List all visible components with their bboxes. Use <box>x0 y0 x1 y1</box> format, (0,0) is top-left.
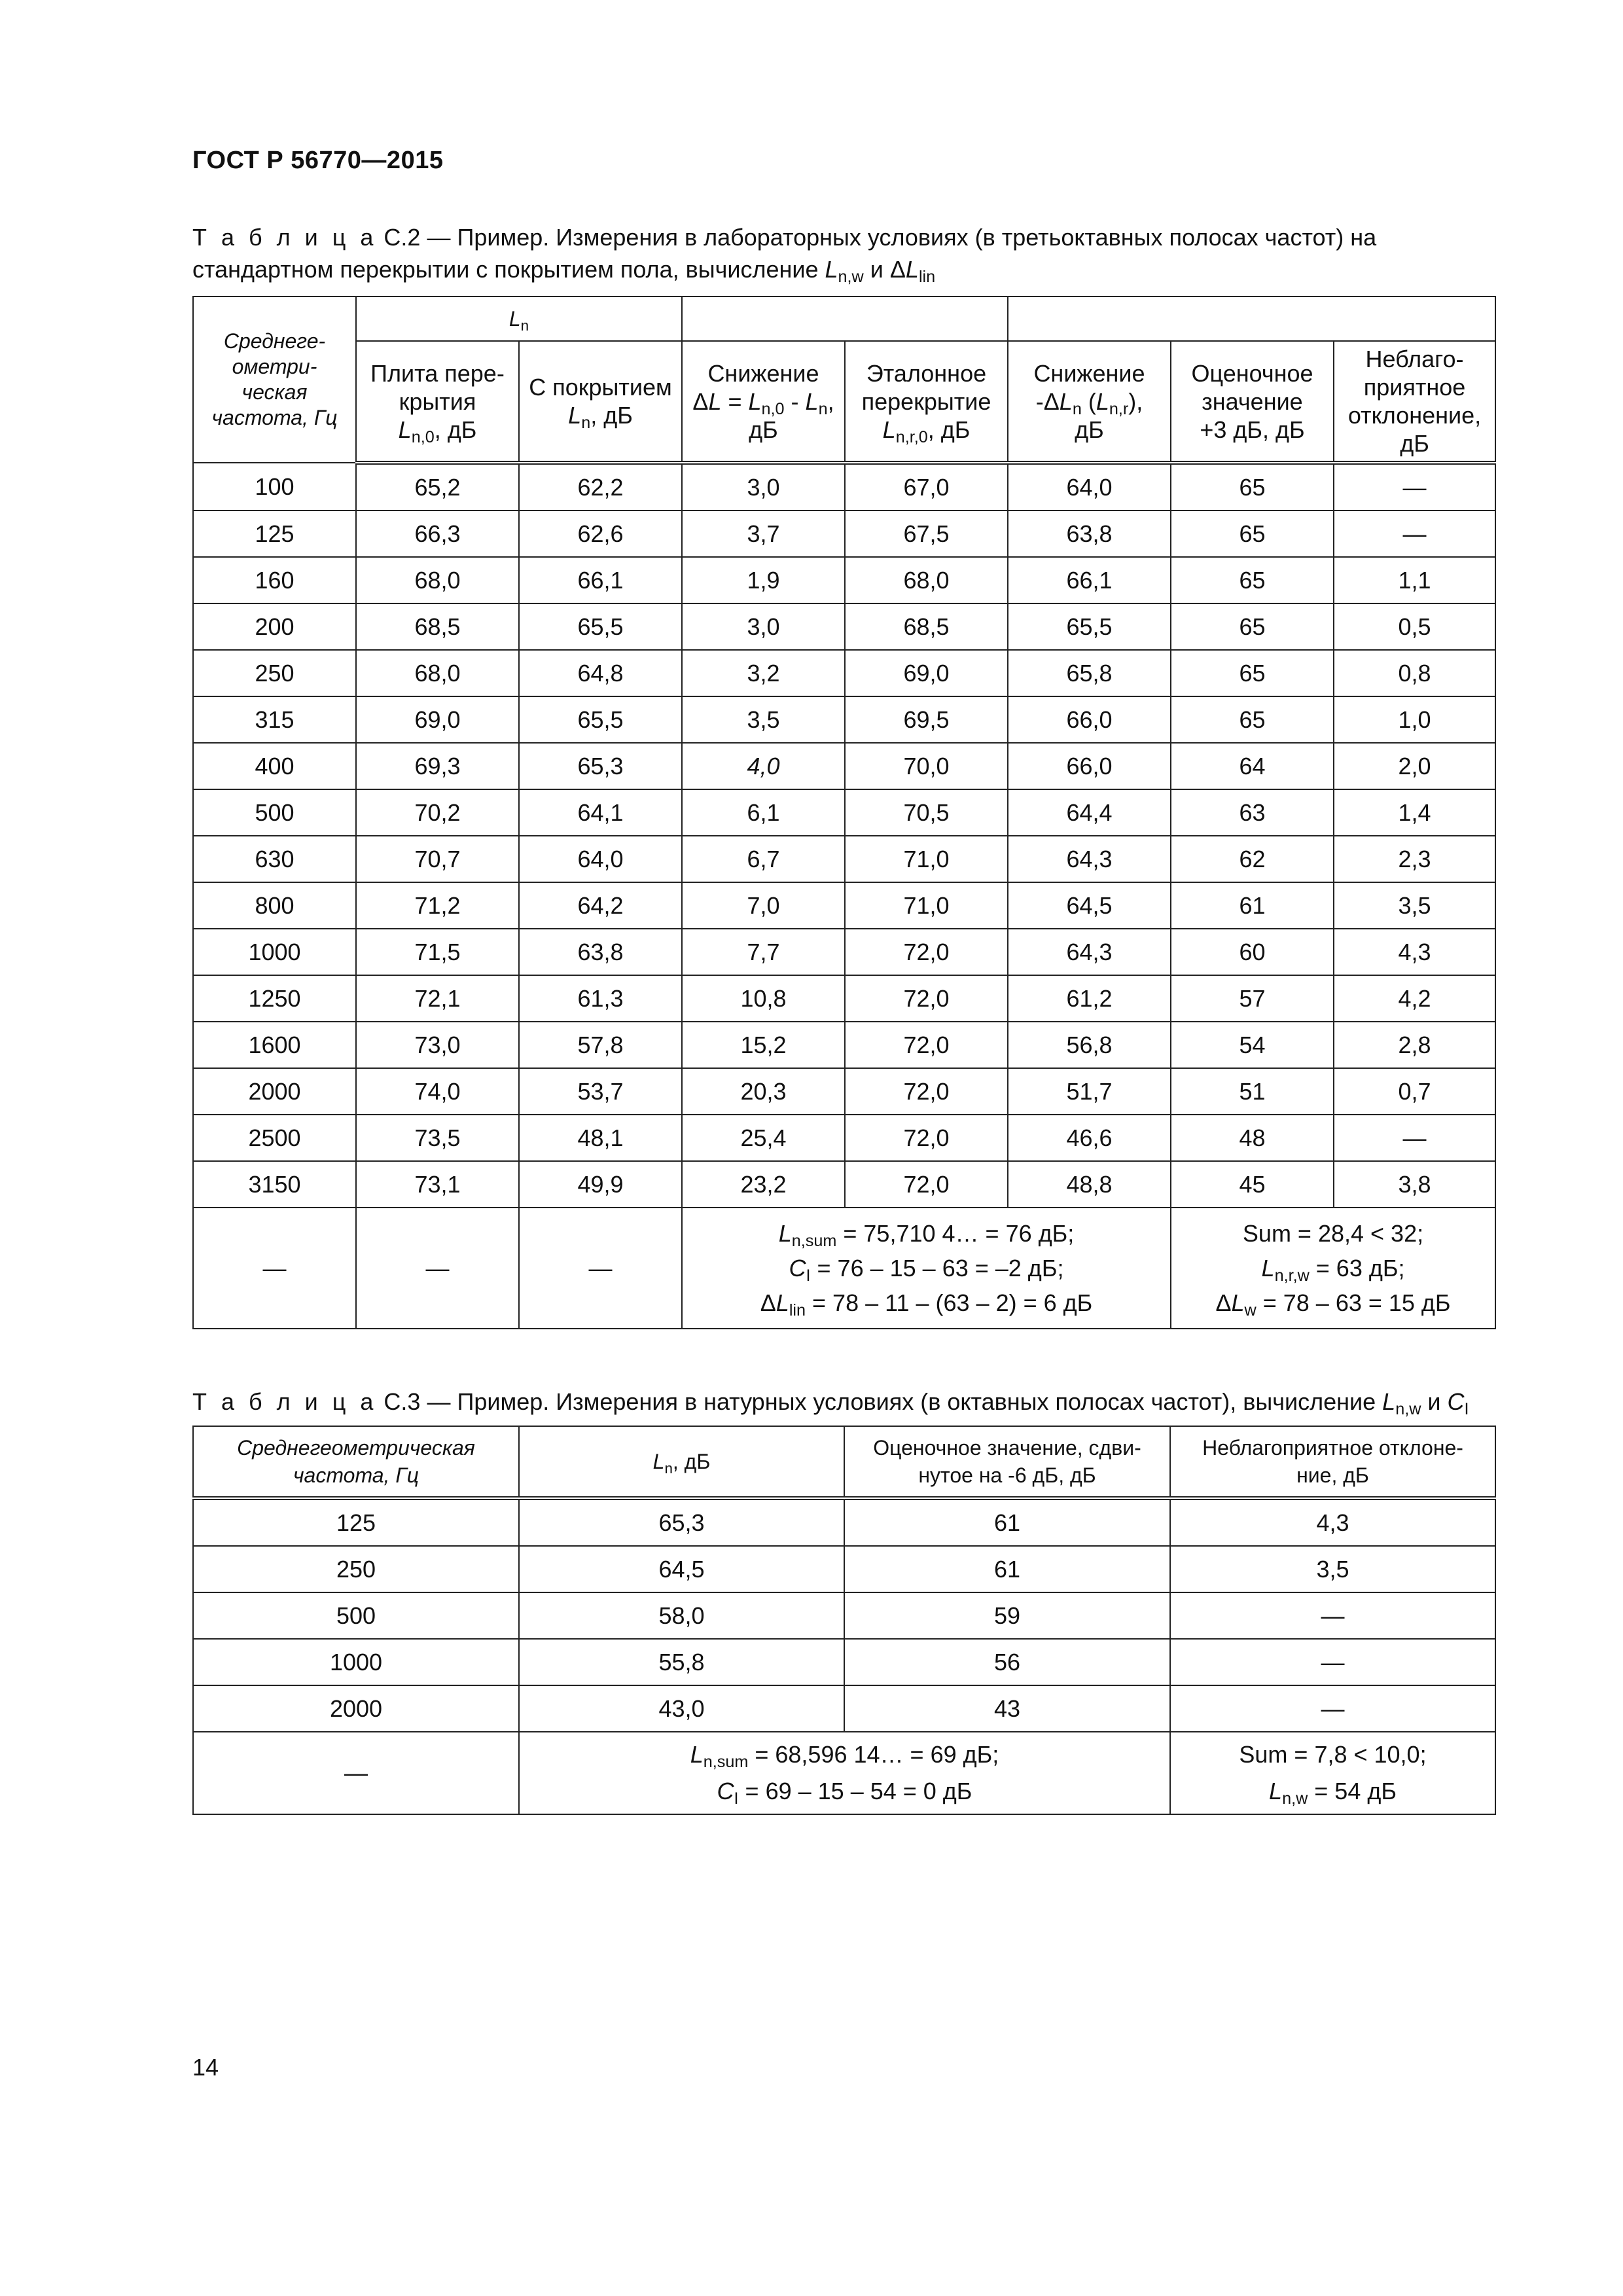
table-cell: 3,5 <box>1334 882 1495 929</box>
table-cell: 74,0 <box>356 1068 519 1115</box>
table-cell: 1000 <box>193 1639 519 1685</box>
col-header-empty-group-1 <box>682 296 1008 341</box>
table-cell: 62,6 <box>519 511 682 557</box>
summary-dash: — <box>193 1208 356 1329</box>
table-cell: 67,0 <box>845 463 1008 511</box>
table-cell: 3150 <box>193 1161 356 1208</box>
table-cell: 63 <box>1171 789 1334 836</box>
table-cell: 7,0 <box>682 882 845 929</box>
table-row <box>193 975 1495 1022</box>
col-header-covered: С покрытием $L_n$, дБ <box>519 341 682 463</box>
table-cell: 630 <box>193 836 356 882</box>
summary-dash: — <box>356 1208 519 1329</box>
col-header-rating: Оценочное значение, сдви- нутое на -6 дБ, дБ <box>844 1426 1170 1498</box>
table-cell: — <box>1334 511 1495 557</box>
table-number: С.3 <box>383 1388 421 1415</box>
table-cell: 56 <box>844 1639 1170 1685</box>
table-row <box>193 463 1495 511</box>
table-row <box>193 511 1495 557</box>
summary-dash: — <box>519 1208 682 1329</box>
table-row <box>193 1068 1495 1115</box>
table-cell: 68,0 <box>845 557 1008 603</box>
table-cell: 71,5 <box>356 929 519 975</box>
table-cell: 72,0 <box>845 1115 1008 1161</box>
table-cell: 72,0 <box>845 1068 1008 1115</box>
table-number: С.2 <box>383 224 421 251</box>
table-cell: 65 <box>1171 463 1334 511</box>
table-cell: 2,3 <box>1334 836 1495 882</box>
table-cell: 4,2 <box>1334 975 1495 1022</box>
table-cell: 61 <box>844 1546 1170 1592</box>
table-cell: 3,0 <box>682 463 845 511</box>
table-cell: 69,5 <box>845 696 1008 743</box>
table-cell: 73,1 <box>356 1161 519 1208</box>
table-cell: 70,0 <box>845 743 1008 789</box>
table-cell: 25,4 <box>682 1115 845 1161</box>
table-row <box>193 1639 1495 1685</box>
table-cell: 7,7 <box>682 929 845 975</box>
table-cell: 61 <box>1171 882 1334 929</box>
table-cell: 64,2 <box>519 882 682 929</box>
table-cell: 72,0 <box>845 929 1008 975</box>
table-cell: 73,5 <box>356 1115 519 1161</box>
table-row <box>193 1685 1495 1732</box>
table-cell: 65 <box>1171 696 1334 743</box>
col-header-ln-group: $L_n$ <box>356 296 682 341</box>
table-cell: 6,1 <box>682 789 845 836</box>
table-cell: 59 <box>844 1592 1170 1639</box>
table-row <box>193 650 1495 696</box>
table-cell: 57 <box>1171 975 1334 1022</box>
table-cell: 65,5 <box>519 696 682 743</box>
table-cell: 73,0 <box>356 1022 519 1068</box>
table-cell: 58,0 <box>519 1592 844 1639</box>
table-cell: 800 <box>193 882 356 929</box>
table-cell: 3,2 <box>682 650 845 696</box>
col-header-frequency: Среднеге- ометри- ческая частота, Гц <box>193 296 356 463</box>
table-row <box>193 882 1495 929</box>
table-cell: 61,3 <box>519 975 682 1022</box>
table-cell: 56,8 <box>1008 1022 1171 1068</box>
table-row <box>193 1546 1495 1592</box>
table-cell: 66,1 <box>519 557 682 603</box>
table-cell: 71,0 <box>845 882 1008 929</box>
table-c3-caption: Т а б л и ц а С.3 — Пример. Измерения в натурных условиях (в октавных полосах частот), вычисление $L_{n,w}$ и $C_I$ <box>192 1388 1469 1418</box>
document-code: ГОСТ Р 56770—2015 <box>192 147 444 174</box>
table-row <box>193 1592 1495 1639</box>
table-cell: 3,5 <box>682 696 845 743</box>
table-cell: 72,1 <box>356 975 519 1022</box>
table-cell: — <box>1334 1115 1495 1161</box>
table-cell: 43 <box>844 1685 1170 1732</box>
table-cell: 2500 <box>193 1115 356 1161</box>
table-cell: 64,0 <box>519 836 682 882</box>
col-header-ln: $L_n$, дБ <box>519 1426 844 1498</box>
summary-calculation: $L_{n,sum} = 68,596$ 14… = 69 дБ; $C_I = 69 - 15 - 54 = 0$ дБ <box>519 1732 1170 1814</box>
table-cell: 71,2 <box>356 882 519 929</box>
col-header-slab: Плита пере- крытия $L_{n,0}$, дБ <box>356 341 519 463</box>
table-cell: 6,7 <box>682 836 845 882</box>
table-cell: 64 <box>1171 743 1334 789</box>
table-cell: 43,0 <box>519 1685 844 1732</box>
table-cell: 64,1 <box>519 789 682 836</box>
table-row <box>193 743 1495 789</box>
table-cell: — <box>1334 463 1495 511</box>
table-cell: 66,0 <box>1008 743 1171 789</box>
table-cell: 2000 <box>193 1685 519 1732</box>
table-cell: 4,3 <box>1334 929 1495 975</box>
table-cell: 4,3 <box>1170 1498 1495 1546</box>
table-cell: 61,2 <box>1008 975 1171 1022</box>
table-cell: 70,2 <box>356 789 519 836</box>
table-cell: 1,0 <box>1334 696 1495 743</box>
table-cell: 64,5 <box>1008 882 1171 929</box>
table-cell: 1000 <box>193 929 356 975</box>
table-cell: 100 <box>193 463 356 511</box>
table-cell: 57,8 <box>519 1022 682 1068</box>
table-cell: 68,5 <box>356 603 519 650</box>
table-c3 <box>192 1426 1496 1815</box>
table-cell: — <box>1170 1639 1495 1685</box>
table-cell: 48,8 <box>1008 1161 1171 1208</box>
table-cell: 0,8 <box>1334 650 1495 696</box>
table-cell: 0,7 <box>1334 1068 1495 1115</box>
table-cell: 68,0 <box>356 557 519 603</box>
table-cell: 23,2 <box>682 1161 845 1208</box>
table-row <box>193 696 1495 743</box>
col-header-frequency: Среднегеометрическая частота, Гц <box>193 1426 519 1498</box>
table-cell: 1600 <box>193 1022 356 1068</box>
table-cell: 51,7 <box>1008 1068 1171 1115</box>
table-cell: 2000 <box>193 1068 356 1115</box>
col-header-rating: Оценочное значение +3 дБ, дБ <box>1171 341 1334 463</box>
table-cell: 45 <box>1171 1161 1334 1208</box>
table-row <box>193 1498 1495 1546</box>
table-cell: 49,9 <box>519 1161 682 1208</box>
table-cell: 15,2 <box>682 1022 845 1068</box>
table-cell: 53,7 <box>519 1068 682 1115</box>
table-title: — Пример. Измерения в натурных условиях (в октавных полосах частот), вычисление <box>420 1388 1383 1415</box>
summary-dash: — <box>193 1732 519 1814</box>
table-cell: 0,5 <box>1334 603 1495 650</box>
table-cell: 68,5 <box>845 603 1008 650</box>
table-cell: 4,0 <box>682 743 845 789</box>
table-label: Т а б л и ц а <box>192 1388 378 1415</box>
table-cell: 66,0 <box>1008 696 1171 743</box>
table-cell: 64,5 <box>519 1546 844 1592</box>
table-cell: 3,0 <box>682 603 845 650</box>
table-cell: 125 <box>193 511 356 557</box>
table-cell: 1250 <box>193 975 356 1022</box>
table-c2-caption: Т а б л и ц а С.2 — Пример. Измерения в лабораторных условиях (в третьоктавных полосах частот) на стандартном перекрытии с покрытием пола, вычисление $L_{n,w}$ и $\Delta L_{lin}$ <box>192 224 1377 286</box>
table-cell: 500 <box>193 1592 519 1639</box>
table-label: Т а б л и ц а <box>192 224 378 251</box>
table-cell: 64,3 <box>1008 836 1171 882</box>
table-cell: 2,8 <box>1334 1022 1495 1068</box>
col-header-reduction: Снижение $\Delta L = L_{n,0} - L_n$, дБ <box>682 341 845 463</box>
table-cell: 65 <box>1171 511 1334 557</box>
table-cell: 63,8 <box>1008 511 1171 557</box>
table-cell: 64,4 <box>1008 789 1171 836</box>
table-row <box>193 1115 1495 1161</box>
table-row <box>193 836 1495 882</box>
table-cell: 64,8 <box>519 650 682 696</box>
table-cell: — <box>1170 1592 1495 1639</box>
table-c2 <box>192 296 1496 1329</box>
table-cell: 65,3 <box>519 743 682 789</box>
table-cell: 63,8 <box>519 929 682 975</box>
table-cell: 65,5 <box>519 603 682 650</box>
col-header-reduction-reference: Снижение $-\Delta L_n$ $(L_{n,r})$, дБ <box>1008 341 1171 463</box>
table-cell: 3,8 <box>1334 1161 1495 1208</box>
table-cell: 69,0 <box>845 650 1008 696</box>
table-cell: 71,0 <box>845 836 1008 882</box>
summary-result: Sum = 7,8 < 10,0; $L_{n,w} = 54$ дБ <box>1170 1732 1495 1814</box>
table-row <box>193 603 1495 650</box>
table-row <box>193 929 1495 975</box>
col-header-reference-floor: Эталонное перекрытие $L_{n,r,0}$, дБ <box>845 341 1008 463</box>
table-row <box>193 1022 1495 1068</box>
table-row <box>193 1161 1495 1208</box>
page-number: 14 <box>192 2054 219 2081</box>
table-cell: 62,2 <box>519 463 682 511</box>
table-cell: 66,3 <box>356 511 519 557</box>
table-cell: 46,6 <box>1008 1115 1171 1161</box>
table-cell: 65 <box>1171 650 1334 696</box>
table-cell: 20,3 <box>682 1068 845 1115</box>
table-cell: 72,0 <box>845 1022 1008 1068</box>
table-cell: 3,7 <box>682 511 845 557</box>
col-header-empty-group-2 <box>1008 296 1495 341</box>
table-cell: — <box>1170 1685 1495 1732</box>
table-cell: 200 <box>193 603 356 650</box>
table-cell: 1,4 <box>1334 789 1495 836</box>
table-cell: 65 <box>1171 603 1334 650</box>
table-cell: 125 <box>193 1498 519 1546</box>
table-cell: 1,9 <box>682 557 845 603</box>
col-header-deviation: Неблаго- приятное отклонение, дБ <box>1334 341 1495 463</box>
table-cell: 68,0 <box>356 650 519 696</box>
table-cell: 62 <box>1171 836 1334 882</box>
table-cell: 64,0 <box>1008 463 1171 511</box>
table-cell: 315 <box>193 696 356 743</box>
table-cell: 65 <box>1171 557 1334 603</box>
table-cell: 250 <box>193 1546 519 1592</box>
table-cell: 70,7 <box>356 836 519 882</box>
table-cell: 2,0 <box>1334 743 1495 789</box>
table-cell: 69,0 <box>356 696 519 743</box>
table-cell: 70,5 <box>845 789 1008 836</box>
table-cell: 64,3 <box>1008 929 1171 975</box>
table-cell: 51 <box>1171 1068 1334 1115</box>
table-cell: 48,1 <box>519 1115 682 1161</box>
table-cell: 69,3 <box>356 743 519 789</box>
table-cell: 72,0 <box>845 975 1008 1022</box>
table-cell: 3,5 <box>1170 1546 1495 1592</box>
table-cell: 61 <box>844 1498 1170 1546</box>
table-cell: 65,3 <box>519 1498 844 1546</box>
table-cell: 54 <box>1171 1022 1334 1068</box>
table-cell: 1,1 <box>1334 557 1495 603</box>
col-header-deviation: Неблагоприятное отклоне- ние, дБ <box>1170 1426 1495 1498</box>
table-row <box>193 557 1495 603</box>
table-cell: 67,5 <box>845 511 1008 557</box>
table-cell: 500 <box>193 789 356 836</box>
table-cell: 10,8 <box>682 975 845 1022</box>
table-cell: 65,2 <box>356 463 519 511</box>
table-cell: 400 <box>193 743 356 789</box>
summary-result: Sum = 28,4 < 32; $L_{n,r,w} = 63$ дБ; $\Delta L_w = 78 - 63 = 15$ дБ <box>1171 1208 1495 1329</box>
table-cell: 65,8 <box>1008 650 1171 696</box>
table-cell: 65,5 <box>1008 603 1171 650</box>
table-cell: 60 <box>1171 929 1334 975</box>
summary-calculation: $L_{n,sum} = 75,710$ 4… = 76 дБ; $C_I = 76 - 15 - 63 = -2$ дБ; $\Delta L_{lin} = 78 - 11 - (63 - 2) = 6$ дБ <box>682 1208 1171 1329</box>
table-cell: 72,0 <box>845 1161 1008 1208</box>
table-cell: 48 <box>1171 1115 1334 1161</box>
table-cell: 66,1 <box>1008 557 1171 603</box>
table-cell: 160 <box>193 557 356 603</box>
table-cell: 250 <box>193 650 356 696</box>
table-cell: 55,8 <box>519 1639 844 1685</box>
table-title: — Пример. Измерения в лабораторных условиях (в третьоктавных полосах частот) на стандартном перекрытии с покрытием пола, вычисление <box>192 224 1377 283</box>
table-row <box>193 789 1495 836</box>
